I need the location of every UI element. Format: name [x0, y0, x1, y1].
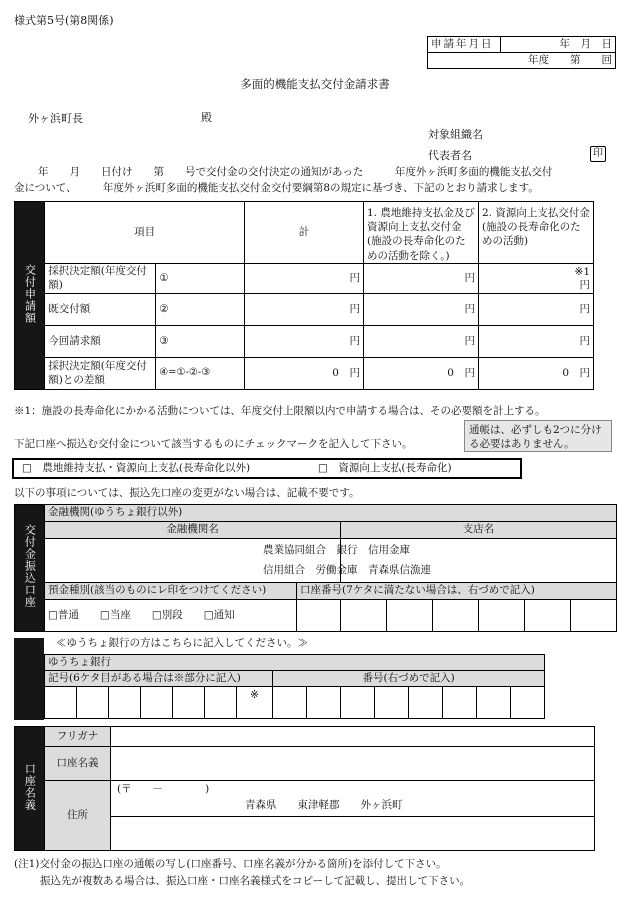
number-digit-7[interactable]: [477, 687, 511, 719]
row-diff-num: ④=①-②-③: [156, 358, 245, 390]
check-option-general[interactable]: □ 農地維持支払・資源向上支払(長寿命化以外): [22, 462, 251, 474]
row-request-total[interactable]: 円: [244, 326, 363, 358]
symbol-digit-5[interactable]: [173, 687, 205, 719]
symbol-header: 記号(6ケタ目がある場合は※部分に記入): [45, 671, 273, 687]
row-diff-c2: 0 円: [478, 358, 593, 390]
bank-name-header: 金融機関名: [45, 522, 341, 539]
postal-code: (〒 － ): [117, 783, 210, 795]
yucho-table: [44, 654, 545, 719]
symbol-digit-1[interactable]: [45, 687, 77, 719]
passbook-note: 通帳は、必ずしも2つに分ける必要はありません。: [464, 420, 612, 452]
row-request-num: ③: [156, 326, 245, 358]
row-adopted-c1[interactable]: 円: [363, 264, 478, 294]
number-digit-5[interactable]: [409, 687, 443, 719]
furigana-field[interactable]: [111, 727, 595, 747]
symbol-digit-3[interactable]: [109, 687, 141, 719]
row-paid-num: ②: [156, 294, 245, 326]
bank-side-label: 交付金振込口座: [15, 505, 45, 632]
yucho-note: ≪ゆうちょ銀行の方はこちらに記入してください。≫: [56, 637, 308, 649]
branch-header: 支店名: [341, 522, 617, 539]
addressee-name: 外ヶ浜町長: [28, 112, 83, 125]
holder-name-field[interactable]: [111, 747, 595, 781]
number-digit-3[interactable]: [341, 687, 375, 719]
row-paid-label: 既交付額: [45, 294, 156, 326]
application-date-label: 申請年月日: [428, 37, 501, 53]
symbol-digit-4[interactable]: [141, 687, 173, 719]
representative-label: 代表者名: [428, 149, 472, 162]
number-digit-4[interactable]: [375, 687, 409, 719]
account-digit-5[interactable]: [479, 600, 525, 632]
account-digit-2[interactable]: [341, 600, 387, 632]
row-request-c1[interactable]: 円: [363, 326, 478, 358]
col-2-header: 2. 資源向上支払交付金(施設の長寿命化のための活動): [478, 202, 593, 264]
addressee-honorific: 殿: [201, 111, 212, 124]
row-diff-label: 採択決定額(年度交付額)との差額: [45, 358, 156, 390]
number-digit-2[interactable]: [307, 687, 341, 719]
account-number-header: 口座番号(7ケタに満たない場合は、右づめで記入): [297, 583, 617, 600]
row-paid-total[interactable]: 円: [244, 294, 363, 326]
checkbox-instruction: 下記口座へ振込む交付金について該当するものにチェックマークを記入して下さい。: [14, 438, 413, 450]
number-digit-8[interactable]: [511, 687, 545, 719]
yucho-header: ゆうちょ銀行: [45, 655, 545, 671]
row-adopted-c2[interactable]: ※1 円: [478, 264, 593, 294]
account-note: 以下の事項については、振込先口座の変更がない場合は、記載不要です。: [14, 487, 360, 499]
account-digit-3[interactable]: [387, 600, 433, 632]
intro-text-line1: 年 月 日付け 第 号で交付金の交付決定の通知があった 年度外ヶ浜町多面的機能支払交付: [38, 166, 553, 178]
col-total-header: 計: [244, 202, 363, 264]
row-adopted-total[interactable]: 円: [244, 264, 363, 294]
row-paid-c2[interactable]: 円: [478, 294, 593, 326]
row-adopted-label: 採択決定額(年度交付額): [45, 264, 156, 294]
application-date-field[interactable]: 年 月 日: [501, 37, 616, 53]
intro-text-line2: 金について、 年度外ヶ浜町多面的機能支払交付金交付要綱第8の規定に基づき、下記のとおり請求します。: [14, 182, 539, 194]
seal-mark: 印: [590, 146, 606, 162]
amount-side-label: 交付申請額: [15, 202, 45, 390]
account-digit-4[interactable]: [433, 600, 479, 632]
row-request-c2[interactable]: 円: [478, 326, 593, 358]
address-field[interactable]: [111, 781, 595, 851]
symbol-digit-2[interactable]: [77, 687, 109, 719]
account-digit-1[interactable]: [297, 600, 341, 632]
bank-table: [14, 504, 617, 632]
number-digit-1[interactable]: [273, 687, 307, 719]
row-diff-c1: 0 円: [363, 358, 478, 390]
organization-label: 対象組織名: [428, 128, 483, 141]
institution-header: 金融機関(ゆうちょ銀行以外): [45, 505, 617, 522]
symbol-digit-6[interactable]: [205, 687, 237, 719]
col-item-header: 項目: [45, 202, 245, 264]
bank-types-2: 信用組合 労働金庫 青森県信漁連: [263, 563, 431, 576]
holder-name-label: 口座名義: [45, 747, 111, 781]
form-number: 様式第5号(第8関係): [14, 14, 114, 27]
row-adopted-num: ①: [156, 264, 245, 294]
address-value: 青森県 東津軽郡 外ヶ浜町: [245, 799, 403, 811]
fiscal-round-field[interactable]: 年度 第 回: [428, 53, 616, 69]
symbol-digit-extra[interactable]: ※: [237, 687, 273, 719]
application-date-box: [427, 36, 616, 69]
account-digit-7[interactable]: [571, 600, 617, 632]
page-title: 多面的機能支払交付金請求書: [240, 77, 390, 91]
account-digit-6[interactable]: [525, 600, 571, 632]
address-label: 住所: [45, 781, 111, 851]
footer-note-2: 振込先が複数ある場合は、振込口座・口座名義様式をコピーして記載し、提出して下さい。: [40, 875, 471, 887]
furigana-label: フリガナ: [45, 727, 111, 747]
footer-note-1: (注1)交付金の振込口座の通帳の写し(口座番号、口座名義が分かる箇所)を添付して下さい。: [14, 858, 447, 870]
note-mark: ※1: [574, 265, 590, 278]
check-option-longevity[interactable]: □ 資源向上支払(長寿命化): [318, 462, 452, 474]
holder-table: [14, 726, 595, 851]
deposit-type-header: 預金種別(該当のものにレ印をつけてください): [45, 583, 297, 600]
bank-name-field[interactable]: [45, 539, 431, 583]
check-options-box: [12, 458, 522, 479]
row-request-label: 今回請求額: [45, 326, 156, 358]
col-1-header: 1. 農地維持支払金及び資源向上支払交付金(施設の長寿命化のための活動を除く。): [363, 202, 478, 264]
row-paid-c1[interactable]: 円: [363, 294, 478, 326]
row-diff-total: 0 円: [244, 358, 363, 390]
amount-table: [14, 201, 594, 390]
bank-types-1: 農業協同組合 銀行 信用金庫: [263, 543, 410, 556]
bank-side-extension: [14, 638, 44, 720]
holder-side-label: 口座名義: [15, 727, 45, 851]
deposit-type-options[interactable]: □普通 □当座 □別段 □通知: [45, 600, 297, 632]
number-digit-6[interactable]: [443, 687, 477, 719]
note-1: ※1：施設の長寿命化にかかる活動については、年度交付上限額以内で申請する場合は、その必要額を計上する。: [14, 405, 546, 417]
number-header: 番号(右づめで記入): [273, 671, 545, 687]
